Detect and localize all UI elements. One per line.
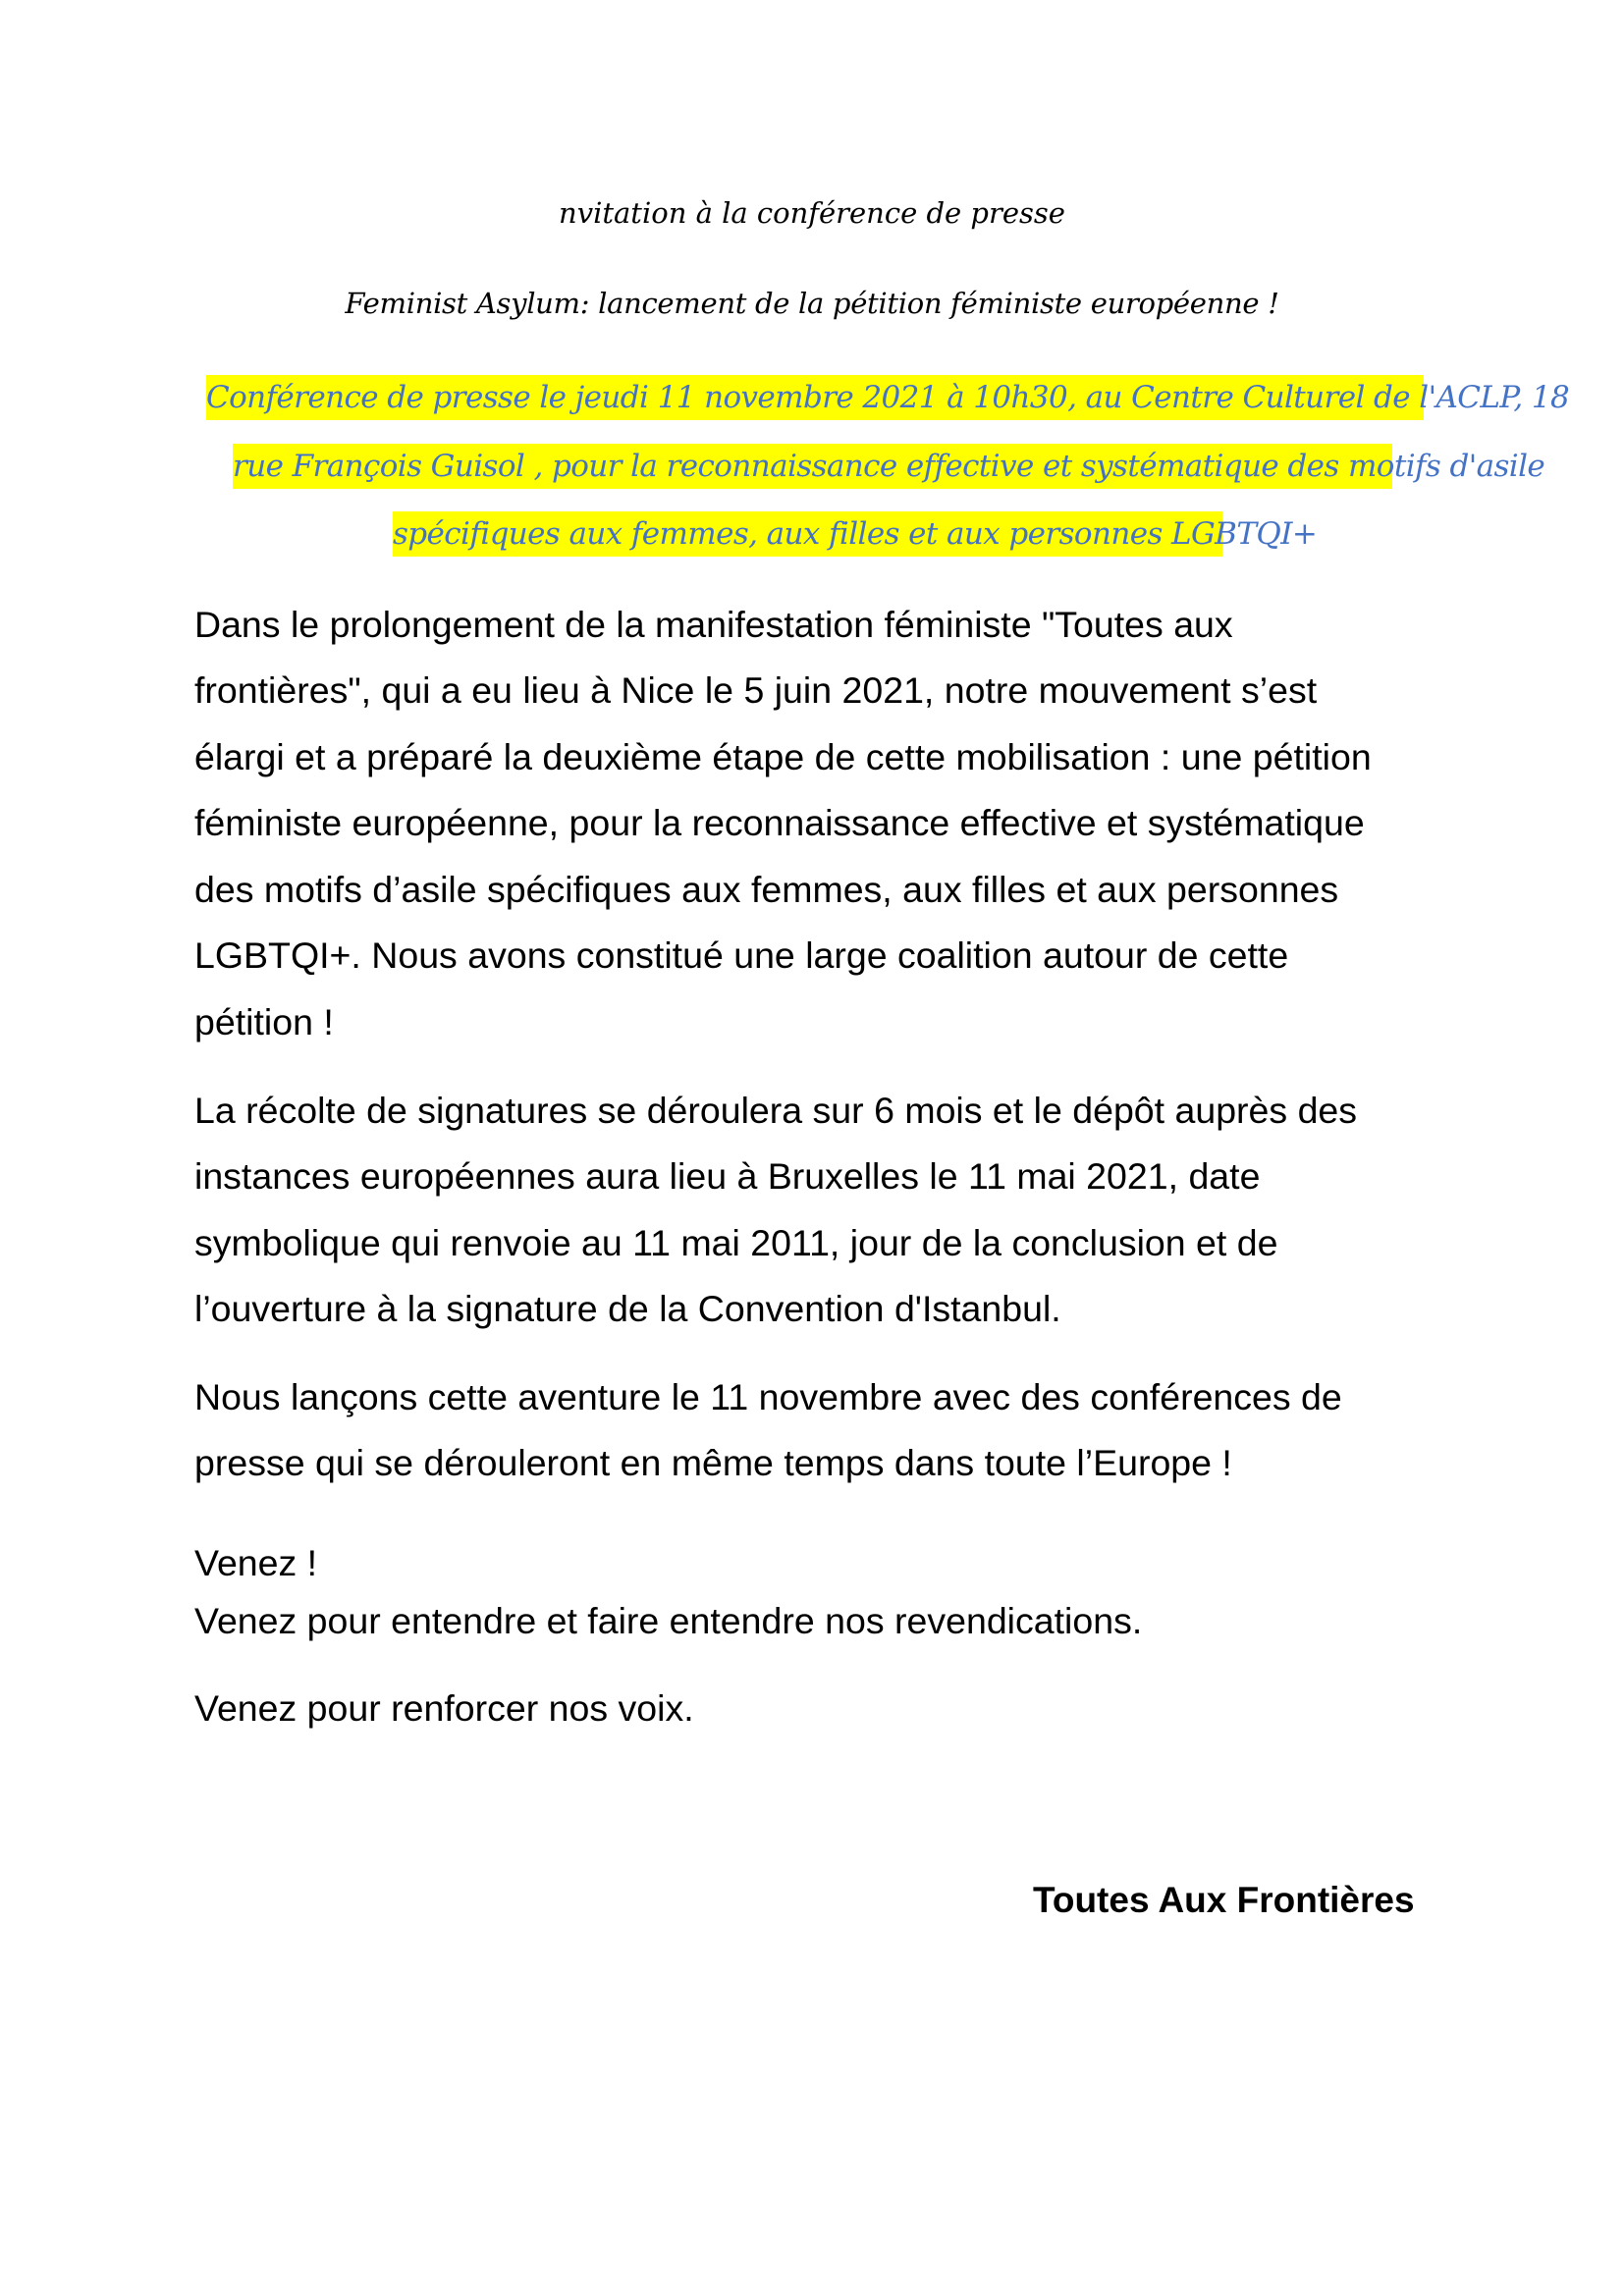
body-line: LGBTQI+. Nous avons constitué une large coalition autour de cette	[194, 934, 1289, 976]
body-line: pétition !	[194, 1001, 334, 1042]
body-line: presse qui se dérouleront en même temps dans toute l’Europe !	[194, 1442, 1232, 1483]
body-line: Nous lançons cette aventure le 11 novembre avec des conférences de	[194, 1376, 1342, 1417]
body-line: élargi et a préparé la deuxième étape de cette mobilisation : une pétition	[194, 736, 1372, 777]
body-line: instances européennes aura lieu à Bruxelles le 11 mai 2021, date	[194, 1155, 1261, 1197]
petition-subtitle: Feminist Asylum: lancement de la pétition féministe européenne !	[345, 287, 1279, 320]
highlight-line: rue François Guisol , pour la reconnaissance effective et systématique des motifs d'asile	[233, 444, 1392, 489]
highlight-line: Conférence de presse le jeudi 11 novembre 2021 à 10h30, au Centre Culturel de l'ACLP, 18	[206, 375, 1424, 420]
body-line: des motifs d’asile spécifiques aux femmes, aux filles et aux personnes	[194, 869, 1339, 910]
body-line: Venez pour renforcer nos voix.	[194, 1687, 694, 1729]
signature: Toutes Aux Frontières	[1033, 1880, 1415, 1920]
body-line: frontières", qui a eu lieu à Nice le 5 juin 2021, notre mouvement s’est	[194, 669, 1318, 711]
body-line: l’ouverture à la signature de la Convention d'Istanbul.	[194, 1288, 1061, 1329]
body-line: Venez pour entendre et faire entendre nos revendications.	[194, 1600, 1143, 1641]
body-line: symbolique qui renvoie au 11 mai 2011, jour de la conclusion et de	[194, 1222, 1278, 1263]
body-line: Dans le prolongement de la manifestation féministe "Toutes aux	[194, 604, 1233, 645]
invitation-title: nvitation à la conférence de presse	[559, 196, 1065, 230]
body-line: féministe européenne, pour la reconnaissance effective et systématique	[194, 802, 1365, 843]
body-line: La récolte de signatures se déroulera sur 6 mois et le dépôt auprès des	[194, 1090, 1358, 1131]
highlight-line: spécifiques aux femmes, aux filles et aux personnes LGBTQI+	[393, 511, 1222, 557]
body-line: Venez !	[194, 1542, 318, 1583]
